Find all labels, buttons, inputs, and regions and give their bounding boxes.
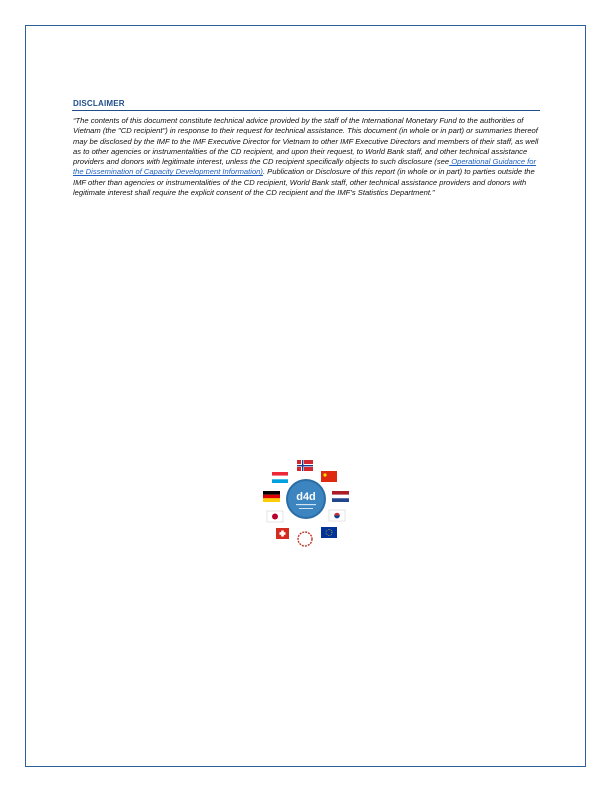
luxembourg-flag	[272, 472, 288, 483]
eu-flag	[321, 527, 337, 538]
japan-flag	[267, 511, 283, 522]
germany-flag	[263, 491, 280, 502]
d4d-logo-text: d4d	[296, 491, 316, 503]
disclaimer-heading: DISCLAIMER	[73, 99, 125, 108]
disclaimer-text-part1: “The contents of this document constitute technical advice provided by the staff of the International Monetary Fund to the authorities of Vietnam (the "CD recipient") in response to their request for technical assistance. This document (in whole or in part) or summaries thereof may be disclosed by the IMF to the IMF Executive Director for Vietnam to other IMF Executive Directors and members of their staff, as well as to other agencies or instrumentalities of the CD recipient, and upon their request, to World Bank staff, and other technical assistance providers and donors with legitimate interest, unless the CD recipient specifically objects to such disclosure (see	[73, 116, 539, 167]
disclaimer-text	[73, 116, 541, 198]
china-flag	[321, 471, 337, 482]
switzerland-flag	[276, 528, 289, 539]
netherlands-flag	[332, 491, 349, 502]
disclaimer-text-part2: . Publication or Disclosure of this report (in whole or in part) to parties outside the IMF other than agencies or instrumentalities of the CD recipient, World Bank staff, other technical assistance providers and donors with legitimate interest shall require the explicit consent of the CD recipient and the IMF’s Statistics Department.”	[73, 167, 535, 198]
d4d-center-badge	[286, 479, 326, 519]
korea-flag	[329, 510, 345, 521]
d4d-donor-logo	[258, 457, 354, 549]
norway-flag	[297, 460, 313, 471]
imf-ring	[298, 532, 312, 546]
heading-rule	[72, 110, 540, 111]
operational-guidance-link[interactable]: Operational Guidance for the Dissemination of Capacity Development Information)	[73, 157, 537, 177]
